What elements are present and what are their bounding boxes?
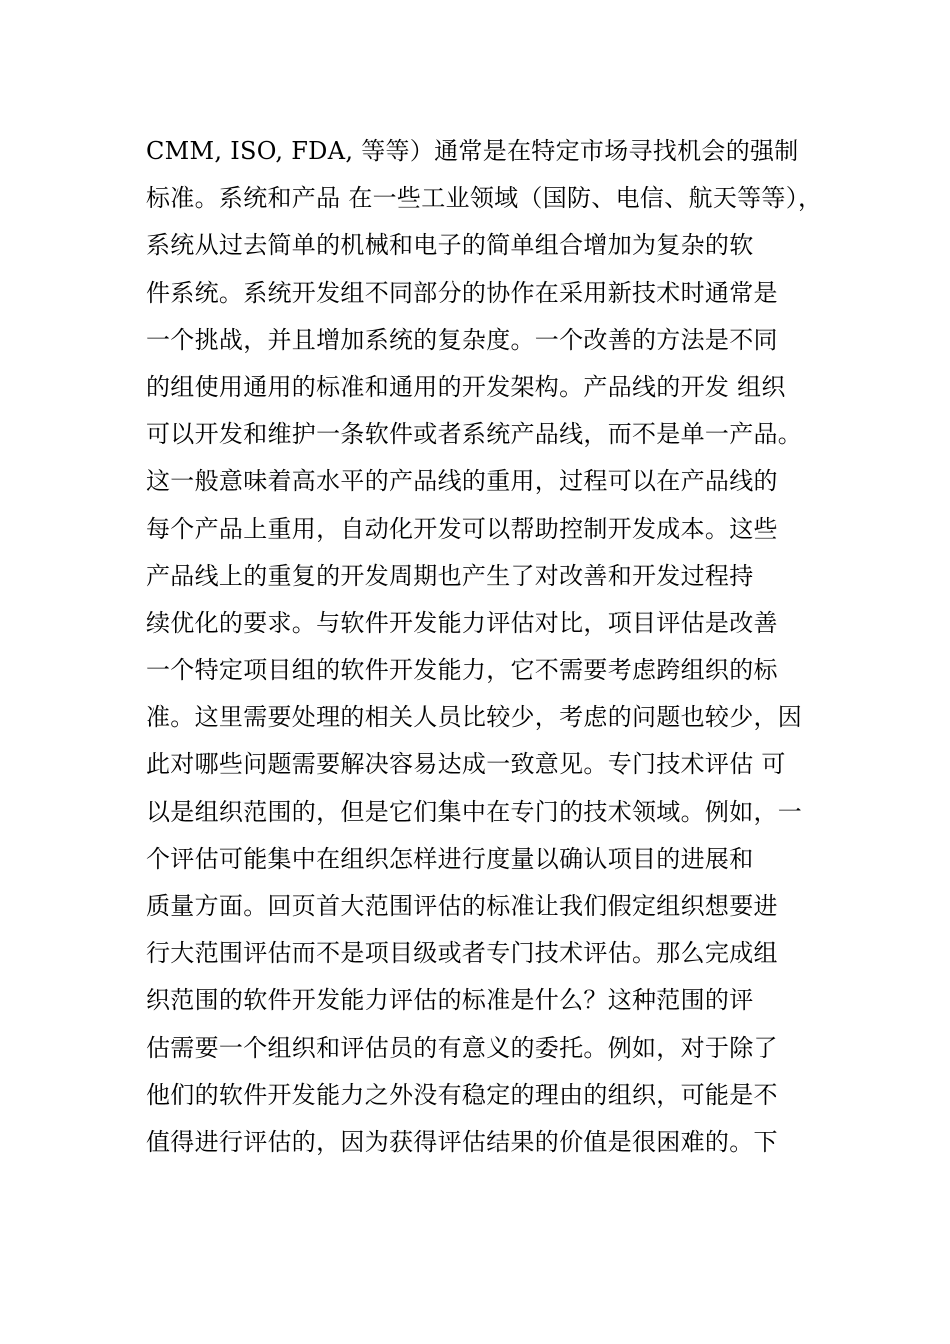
text-line: 标准。系统和产品 在一些工业领域（国防、电信、航天等等）， <box>146 184 823 213</box>
text-line: 的组使用通用的标准和通用的开发架构。产品线的开发 组织 <box>146 372 786 401</box>
text-line: 个评估可能集中在组织怎样进行度量以确认项目的进展和 <box>146 844 754 873</box>
text-line: 一个挑战，并且增加系统的复杂度。一个改善的方法是不同 <box>146 325 778 354</box>
text-line: 估需要一个组织和评估员的有意义的委托。例如，对于除了 <box>146 1033 778 1062</box>
text-line: 件系统。系统开发组不同部分的协作在采用新技术时通常是 <box>146 278 778 307</box>
text-line: 织范围的软件开发能力评估的标准是什么？这种范围的评 <box>146 986 754 1015</box>
text-line: 续优化的要求。与软件开发能力评估对比，项目评估是改善 <box>146 608 778 637</box>
text-line: 行大范围评估而不是项目级或者专门技术评估。那么完成组 <box>146 939 778 968</box>
text-line: 产品线上的重复的开发周期也产生了对改善和开发过程持 <box>146 561 754 590</box>
text-line: 此对哪些问题需要解决容易达成一致意见。专门技术评估 可 <box>146 750 786 779</box>
body-text <box>146 128 836 1166</box>
text-line: 可以开发和维护一条软件或者系统产品线，而不是单一产品。 <box>146 420 803 449</box>
text-line: 准。这里需要处理的相关人员比较少，考虑的问题也较少，因 <box>146 703 803 732</box>
text-line: 系统从过去简单的机械和电子的简单组合增加为复杂的软 <box>146 231 754 260</box>
text-line: 以是组织范围的，但是它们集中在专门的技术领域。例如，一 <box>146 797 803 826</box>
text-line: CMM, ISO, FDA, 等等）通常是在特定市场寻找机会的强制 <box>146 137 799 165</box>
text-line: 质量方面。回页首大范围评估的标准让我们假定组织想要进 <box>146 892 778 920</box>
text-line: 一个特定项目组的软件开发能力，它不需要考虑跨组织的标 <box>146 656 778 685</box>
text-line: 他们的软件开发能力之外没有稳定的理由的组织，可能是不 <box>146 1080 778 1109</box>
text-line: 这一般意味着高水平的产品线的重用，过程可以在产品线的 <box>146 467 778 496</box>
text-line: 值得进行评估的，因为获得评估结果的价值是很困难的。下 <box>146 1127 778 1156</box>
text-line: 每个产品上重用，自动化开发可以帮助控制开发成本。这些 <box>146 514 778 543</box>
